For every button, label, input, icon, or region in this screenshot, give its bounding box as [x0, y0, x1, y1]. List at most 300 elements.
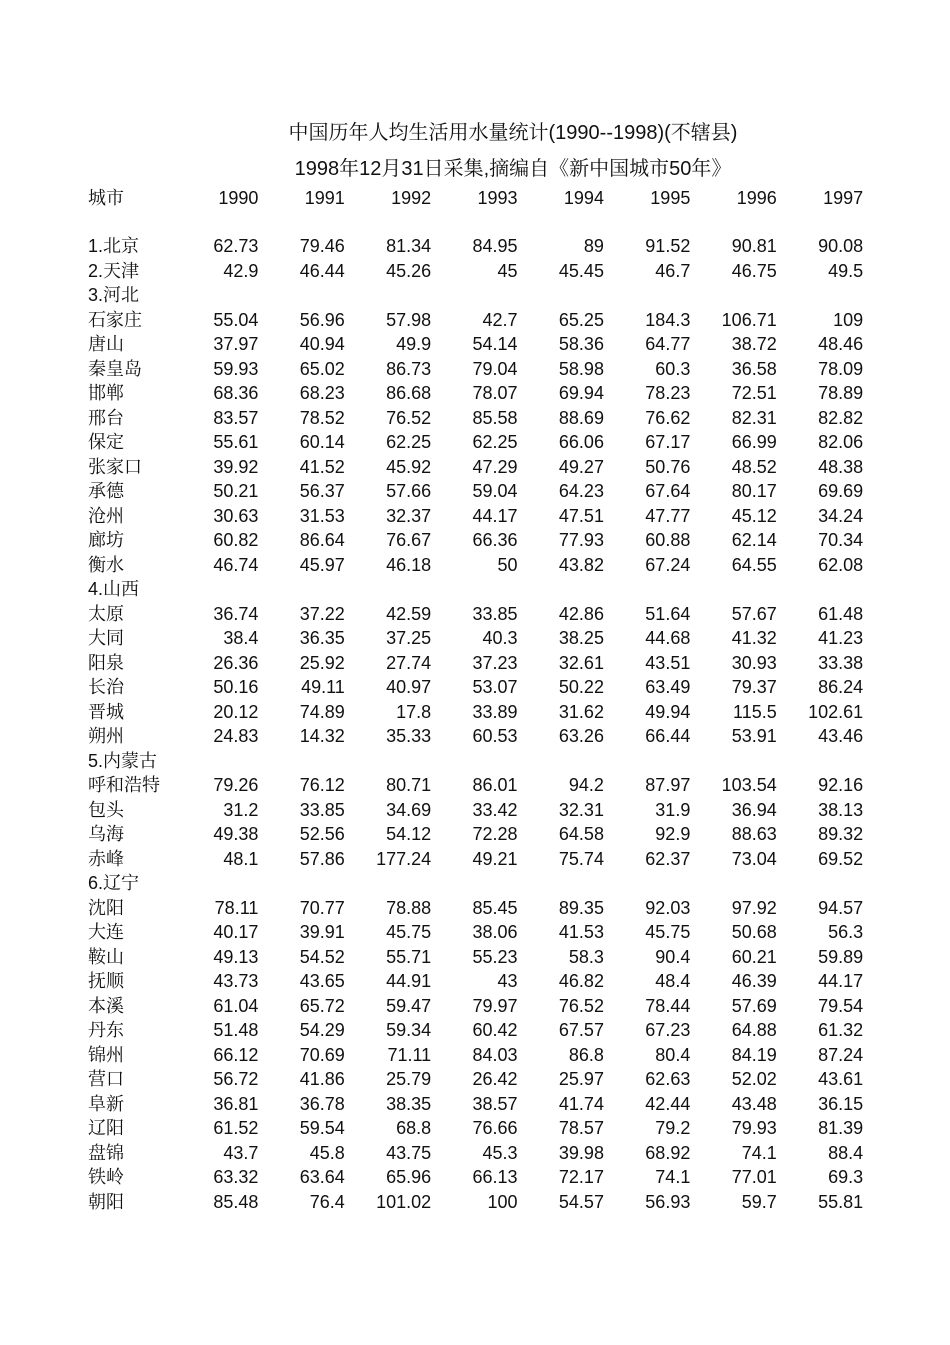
value-cell: 57.86	[299, 848, 345, 869]
table-row	[88, 259, 863, 284]
value-cell: 65.25	[558, 309, 604, 330]
value-cell: 79.37	[731, 677, 777, 697]
value-cell: 62.63	[645, 1069, 691, 1089]
value-cell	[345, 283, 431, 308]
value-cell	[431, 871, 517, 896]
value-cell: 49.94	[645, 701, 691, 722]
value-cell: 45.26	[386, 260, 432, 281]
value-cell: 85.58	[472, 407, 518, 428]
value-cell	[690, 283, 776, 308]
value-cell: 79.97	[472, 995, 518, 1016]
value-cell: 67.24	[645, 554, 691, 575]
value-cell: 75.74	[558, 848, 604, 869]
value-cell: 73.04	[731, 848, 777, 869]
value-cell: 88.69	[558, 407, 604, 428]
value-cell: 38.57	[472, 1093, 518, 1114]
value-cell: 79.04	[472, 358, 518, 379]
value-cell: 34.69	[386, 799, 432, 820]
value-cell: 37.22	[299, 603, 345, 624]
value-cell: 48.46	[818, 334, 864, 354]
value-cell	[345, 749, 431, 774]
table-row	[88, 1141, 863, 1166]
value-cell: 46.44	[299, 260, 345, 281]
value-cell: 32.61	[558, 652, 604, 673]
value-cell	[431, 749, 517, 774]
value-cell: 31.2	[223, 799, 259, 820]
value-cell	[172, 577, 258, 602]
value-cell: 60.21	[731, 946, 777, 967]
value-cell: 88.4	[828, 1142, 864, 1163]
value-cell: 76.52	[558, 995, 604, 1016]
value-cell	[604, 283, 690, 308]
value-cell: 59.54	[299, 1118, 345, 1138]
value-cell: 43.61	[818, 1069, 864, 1089]
value-cell: 36.78	[299, 1093, 345, 1114]
value-cell: 47.77	[645, 505, 691, 526]
value-cell	[258, 283, 344, 308]
value-cell: 49.11	[301, 677, 345, 697]
value-cell: 43.73	[213, 971, 259, 991]
value-cell	[345, 871, 431, 896]
city-cell: 朔州	[88, 726, 124, 746]
column-header: 1996	[736, 187, 777, 208]
value-cell: 43.48	[731, 1093, 777, 1114]
value-cell: 68.8	[396, 1118, 432, 1138]
value-cell: 97.92	[731, 897, 777, 918]
value-cell: 69.69	[818, 481, 864, 501]
value-cell: 55.71	[386, 946, 432, 967]
value-cell: 86.68	[386, 383, 432, 403]
value-cell: 33.38	[818, 652, 864, 673]
value-cell: 31.9	[655, 799, 691, 820]
value-cell: 41.52	[299, 456, 345, 477]
value-cell: 94.2	[568, 775, 604, 795]
table-row	[88, 357, 863, 382]
value-cell: 61.32	[818, 1020, 864, 1040]
value-cell: 82.82	[818, 407, 864, 428]
table-row	[88, 479, 863, 504]
value-cell: 115.5	[733, 701, 777, 722]
table-body	[88, 211, 863, 1214]
column-header: 1997	[823, 187, 864, 208]
value-cell: 84.95	[472, 236, 518, 256]
city-cell: 邯郸	[88, 383, 124, 403]
value-cell: 100	[487, 1191, 518, 1212]
value-cell: 84.19	[731, 1044, 777, 1065]
value-cell: 65.72	[299, 995, 345, 1016]
value-cell: 53.91	[731, 726, 777, 746]
value-cell: 47.29	[472, 456, 518, 477]
value-cell: 59.47	[386, 995, 432, 1016]
value-cell: 60.82	[213, 530, 259, 550]
value-cell: 57.66	[386, 481, 432, 501]
city-cell: 长治	[88, 677, 124, 697]
value-cell: 72.51	[731, 383, 777, 403]
city-cell: 大同	[88, 628, 124, 648]
value-cell: 78.07	[472, 383, 518, 403]
value-cell	[258, 871, 344, 896]
value-cell: 34.24	[818, 505, 864, 526]
value-cell	[777, 283, 863, 308]
city-cell: 朝阳	[88, 1191, 124, 1212]
value-cell: 76.12	[299, 775, 345, 795]
value-cell: 63.64	[299, 1167, 345, 1187]
table-row	[88, 969, 863, 994]
value-cell: 87.97	[645, 775, 691, 795]
value-cell: 82.31	[731, 407, 777, 428]
value-cell: 56.3	[828, 922, 864, 942]
value-cell	[518, 577, 604, 602]
value-cell: 102.61	[808, 701, 864, 722]
table-row	[88, 1018, 863, 1043]
value-cell: 24.83	[213, 726, 259, 746]
table-row	[88, 332, 863, 357]
value-cell: 38.4	[223, 628, 259, 648]
value-cell: 57.67	[731, 603, 777, 624]
value-cell: 37.97	[213, 334, 259, 354]
value-cell: 36.58	[731, 358, 777, 379]
value-cell: 79.54	[818, 995, 864, 1016]
value-cell: 54.52	[299, 946, 345, 967]
value-cell: 43.7	[223, 1142, 259, 1163]
value-cell: 184.3	[645, 309, 691, 330]
value-cell	[172, 871, 258, 896]
value-cell: 41.74	[558, 1093, 604, 1114]
value-cell: 46.75	[731, 260, 777, 281]
value-cell: 66.06	[558, 432, 604, 452]
value-cell: 55.81	[818, 1191, 864, 1212]
value-cell: 37.23	[472, 652, 518, 673]
column-header: 1992	[391, 187, 432, 208]
value-cell: 78.09	[818, 358, 864, 379]
value-cell: 54.12	[386, 824, 432, 844]
value-cell: 44.17	[818, 971, 864, 991]
value-cell	[604, 577, 690, 602]
value-cell	[518, 749, 604, 774]
spacer-row	[88, 211, 863, 234]
value-cell: 53.07	[472, 677, 518, 697]
value-cell: 50.68	[731, 922, 777, 942]
value-cell: 60.88	[645, 530, 691, 550]
city-cell: 唐山	[88, 334, 124, 354]
value-cell: 86.24	[818, 677, 864, 697]
value-cell: 71.11	[387, 1044, 432, 1065]
city-cell: 5.内蒙古	[88, 750, 158, 771]
value-cell	[258, 749, 344, 774]
table-row	[88, 1092, 863, 1117]
table-row	[88, 994, 863, 1019]
value-cell: 41.86	[299, 1069, 345, 1089]
value-cell: 64.55	[731, 554, 777, 575]
value-cell: 45.3	[482, 1142, 518, 1163]
value-cell: 78.89	[818, 383, 864, 403]
table-row	[88, 1043, 863, 1068]
value-cell: 87.24	[818, 1044, 864, 1065]
city-cell: 6.辽宁	[88, 873, 140, 893]
city-cell: 阳泉	[88, 652, 124, 673]
value-cell: 49.27	[558, 456, 604, 477]
city-cell: 石家庄	[88, 309, 142, 330]
value-cell: 50	[497, 554, 518, 575]
city-cell: 铁岭	[88, 1167, 124, 1187]
table-row	[88, 1067, 863, 1092]
value-cell: 68.36	[213, 383, 259, 403]
value-cell: 49.21	[472, 848, 518, 869]
value-cell: 31.62	[558, 701, 604, 722]
value-cell: 44.91	[386, 971, 432, 991]
value-cell: 66.36	[472, 530, 518, 550]
city-cell: 衡水	[88, 554, 124, 575]
value-cell: 25.79	[386, 1069, 432, 1089]
value-cell: 40.3	[482, 628, 518, 648]
value-cell: 63.49	[645, 677, 691, 697]
city-cell: 锦州	[88, 1044, 124, 1065]
value-cell: 78.52	[299, 407, 345, 428]
value-cell: 76.52	[386, 407, 432, 428]
value-cell: 74.1	[741, 1142, 777, 1163]
value-cell: 44.68	[645, 628, 691, 648]
value-cell: 26.36	[213, 652, 259, 673]
value-cell: 81.34	[386, 236, 432, 256]
value-cell: 50.16	[213, 677, 259, 697]
value-cell: 68.23	[299, 383, 345, 403]
value-cell: 70.77	[299, 897, 345, 918]
value-cell: 36.81	[213, 1093, 259, 1114]
value-cell: 51.48	[213, 1020, 259, 1040]
value-cell: 42.9	[223, 260, 259, 281]
value-cell: 49.5	[828, 260, 864, 281]
value-cell	[777, 577, 863, 602]
value-cell: 46.74	[213, 554, 259, 575]
value-cell: 103.54	[721, 775, 777, 795]
table-header-row	[88, 185, 863, 211]
city-cell: 阜新	[88, 1093, 124, 1114]
table-row	[88, 308, 863, 333]
value-cell: 59.93	[213, 358, 259, 379]
value-cell: 69.52	[818, 848, 864, 869]
value-cell: 79.46	[299, 236, 345, 256]
value-cell: 45.45	[558, 260, 604, 281]
value-cell: 79.93	[731, 1118, 777, 1138]
table-row	[88, 1190, 863, 1215]
value-cell: 60.42	[472, 1020, 518, 1040]
value-cell: 60.3	[655, 358, 691, 379]
value-cell: 78.44	[645, 995, 691, 1016]
column-header: 1991	[304, 187, 345, 208]
value-cell: 43.65	[299, 971, 345, 991]
value-cell: 40.97	[386, 677, 432, 697]
value-cell: 78.57	[558, 1118, 604, 1138]
value-cell: 49.38	[213, 824, 259, 844]
value-cell: 42.86	[558, 603, 604, 624]
value-cell: 41.53	[558, 922, 604, 942]
value-cell: 68.92	[645, 1142, 691, 1163]
value-cell: 31.53	[299, 505, 345, 526]
value-cell: 92.9	[655, 824, 691, 844]
value-cell: 26.42	[472, 1069, 518, 1089]
value-cell: 59.7	[741, 1191, 777, 1212]
value-cell: 58.3	[568, 946, 604, 967]
value-cell: 85.48	[213, 1191, 259, 1212]
value-cell: 76.4	[309, 1191, 345, 1212]
value-cell: 70.69	[299, 1044, 345, 1065]
city-cell: 营口	[88, 1069, 124, 1089]
value-cell	[690, 871, 776, 896]
value-cell: 86.64	[299, 530, 345, 550]
value-cell: 60.53	[472, 726, 518, 746]
value-cell: 86.8	[568, 1044, 604, 1065]
table-row	[88, 651, 863, 676]
value-cell: 43.75	[386, 1142, 432, 1163]
value-cell	[518, 283, 604, 308]
value-cell: 63.26	[558, 726, 604, 746]
value-cell	[777, 871, 863, 896]
city-cell: 太原	[88, 603, 124, 624]
value-cell: 62.14	[731, 530, 777, 550]
table-row	[88, 528, 863, 553]
value-cell: 30.93	[731, 652, 777, 673]
city-cell: 晋城	[88, 701, 124, 722]
table-row	[88, 847, 863, 872]
value-cell: 76.67	[386, 530, 432, 550]
value-cell: 40.94	[299, 334, 345, 354]
value-cell: 42.44	[645, 1093, 691, 1114]
value-cell: 39.91	[299, 922, 345, 942]
value-cell: 46.18	[386, 554, 432, 575]
value-cell: 90.81	[731, 236, 777, 256]
city-cell: 保定	[88, 432, 124, 452]
table-row	[88, 773, 863, 798]
value-cell: 36.74	[213, 603, 259, 624]
value-cell: 33.89	[472, 701, 518, 722]
value-cell: 82.06	[818, 432, 864, 452]
value-cell: 72.28	[472, 824, 518, 844]
table-row	[88, 871, 863, 896]
value-cell: 45.92	[386, 456, 432, 477]
value-cell: 63.32	[213, 1167, 259, 1187]
table-row	[88, 381, 863, 406]
table-row	[88, 1165, 863, 1190]
column-header: 1993	[477, 187, 518, 208]
value-cell: 50.22	[558, 677, 604, 697]
city-cell: 秦皇岛	[88, 358, 142, 379]
value-cell: 54.14	[472, 334, 518, 354]
value-cell: 33.85	[472, 603, 518, 624]
value-cell: 48.52	[731, 456, 777, 477]
value-cell	[258, 577, 344, 602]
value-cell: 46.82	[558, 971, 604, 991]
column-header: 城市	[88, 187, 124, 208]
city-cell: 邢台	[88, 407, 124, 428]
value-cell: 39.92	[213, 456, 259, 477]
value-cell: 90.4	[655, 946, 691, 967]
value-cell: 89.35	[558, 897, 604, 918]
value-cell: 41.23	[818, 628, 864, 648]
value-cell: 30.63	[213, 505, 259, 526]
value-cell	[431, 577, 517, 602]
value-cell: 54.57	[558, 1191, 604, 1212]
value-cell: 45.75	[645, 922, 691, 942]
table-row	[88, 626, 863, 651]
value-cell: 62.25	[472, 432, 518, 452]
value-cell: 177.24	[376, 848, 432, 869]
value-cell: 61.52	[213, 1118, 259, 1138]
value-cell: 92.03	[645, 897, 691, 918]
value-cell: 88.63	[731, 824, 777, 844]
value-cell: 50.76	[645, 456, 691, 477]
value-cell	[777, 749, 863, 774]
value-cell: 43.46	[818, 726, 864, 746]
city-cell: 乌海	[88, 824, 124, 844]
value-cell: 47.51	[558, 505, 604, 526]
value-cell: 48.4	[655, 971, 691, 991]
value-cell: 94.57	[818, 897, 864, 918]
value-cell	[518, 871, 604, 896]
value-cell: 76.66	[472, 1118, 518, 1138]
value-cell: 60.14	[299, 432, 345, 452]
table-row	[88, 749, 863, 774]
table-row	[88, 283, 863, 308]
value-cell: 74.1	[655, 1167, 691, 1187]
city-cell: 沧州	[88, 505, 124, 526]
value-cell: 43.51	[645, 652, 691, 673]
value-cell: 67.57	[558, 1020, 604, 1040]
value-cell: 25.92	[299, 652, 345, 673]
value-cell: 91.52	[645, 236, 691, 256]
column-header: 1995	[650, 187, 691, 208]
value-cell: 41.32	[731, 628, 777, 648]
value-cell: 65.96	[386, 1167, 432, 1187]
city-cell: 张家口	[88, 456, 142, 477]
value-cell: 40.17	[213, 922, 259, 942]
value-cell: 56.72	[213, 1069, 259, 1089]
city-cell: 赤峰	[88, 848, 124, 869]
value-cell: 46.7	[655, 260, 691, 281]
value-cell: 66.44	[645, 726, 691, 746]
table-row	[88, 896, 863, 921]
value-cell: 69.94	[558, 383, 604, 403]
value-cell: 36.35	[299, 628, 345, 648]
city-cell: 4.山西	[88, 579, 140, 599]
value-cell: 80.17	[731, 481, 777, 501]
value-cell: 67.23	[645, 1020, 691, 1040]
value-cell: 78.88	[386, 897, 432, 918]
value-cell: 66.13	[472, 1167, 518, 1187]
value-cell: 92.16	[818, 775, 864, 795]
value-cell: 77.01	[731, 1167, 777, 1187]
value-cell: 38.72	[731, 334, 777, 354]
value-cell: 48.38	[818, 456, 864, 477]
value-cell: 33.42	[472, 799, 518, 820]
table-row	[88, 430, 863, 455]
value-cell: 72.17	[558, 1167, 604, 1187]
value-cell: 58.98	[558, 358, 604, 379]
value-cell	[345, 577, 431, 602]
value-cell: 106.71	[721, 309, 777, 330]
value-cell: 32.37	[386, 505, 432, 526]
value-cell: 45.12	[731, 505, 777, 526]
value-cell: 56.96	[299, 309, 345, 330]
city-cell: 丹东	[88, 1020, 124, 1040]
column-header: 1994	[563, 187, 604, 208]
value-cell: 27.74	[386, 652, 432, 673]
page-title: 中国历年人均生活用水量统计(1990--1998)(不辖县)	[288, 122, 738, 144]
city-cell: 2.天津	[88, 260, 140, 281]
table-row	[88, 455, 863, 480]
value-cell: 44.17	[472, 505, 518, 526]
value-cell: 64.23	[558, 481, 604, 501]
value-cell: 67.17	[645, 432, 691, 452]
